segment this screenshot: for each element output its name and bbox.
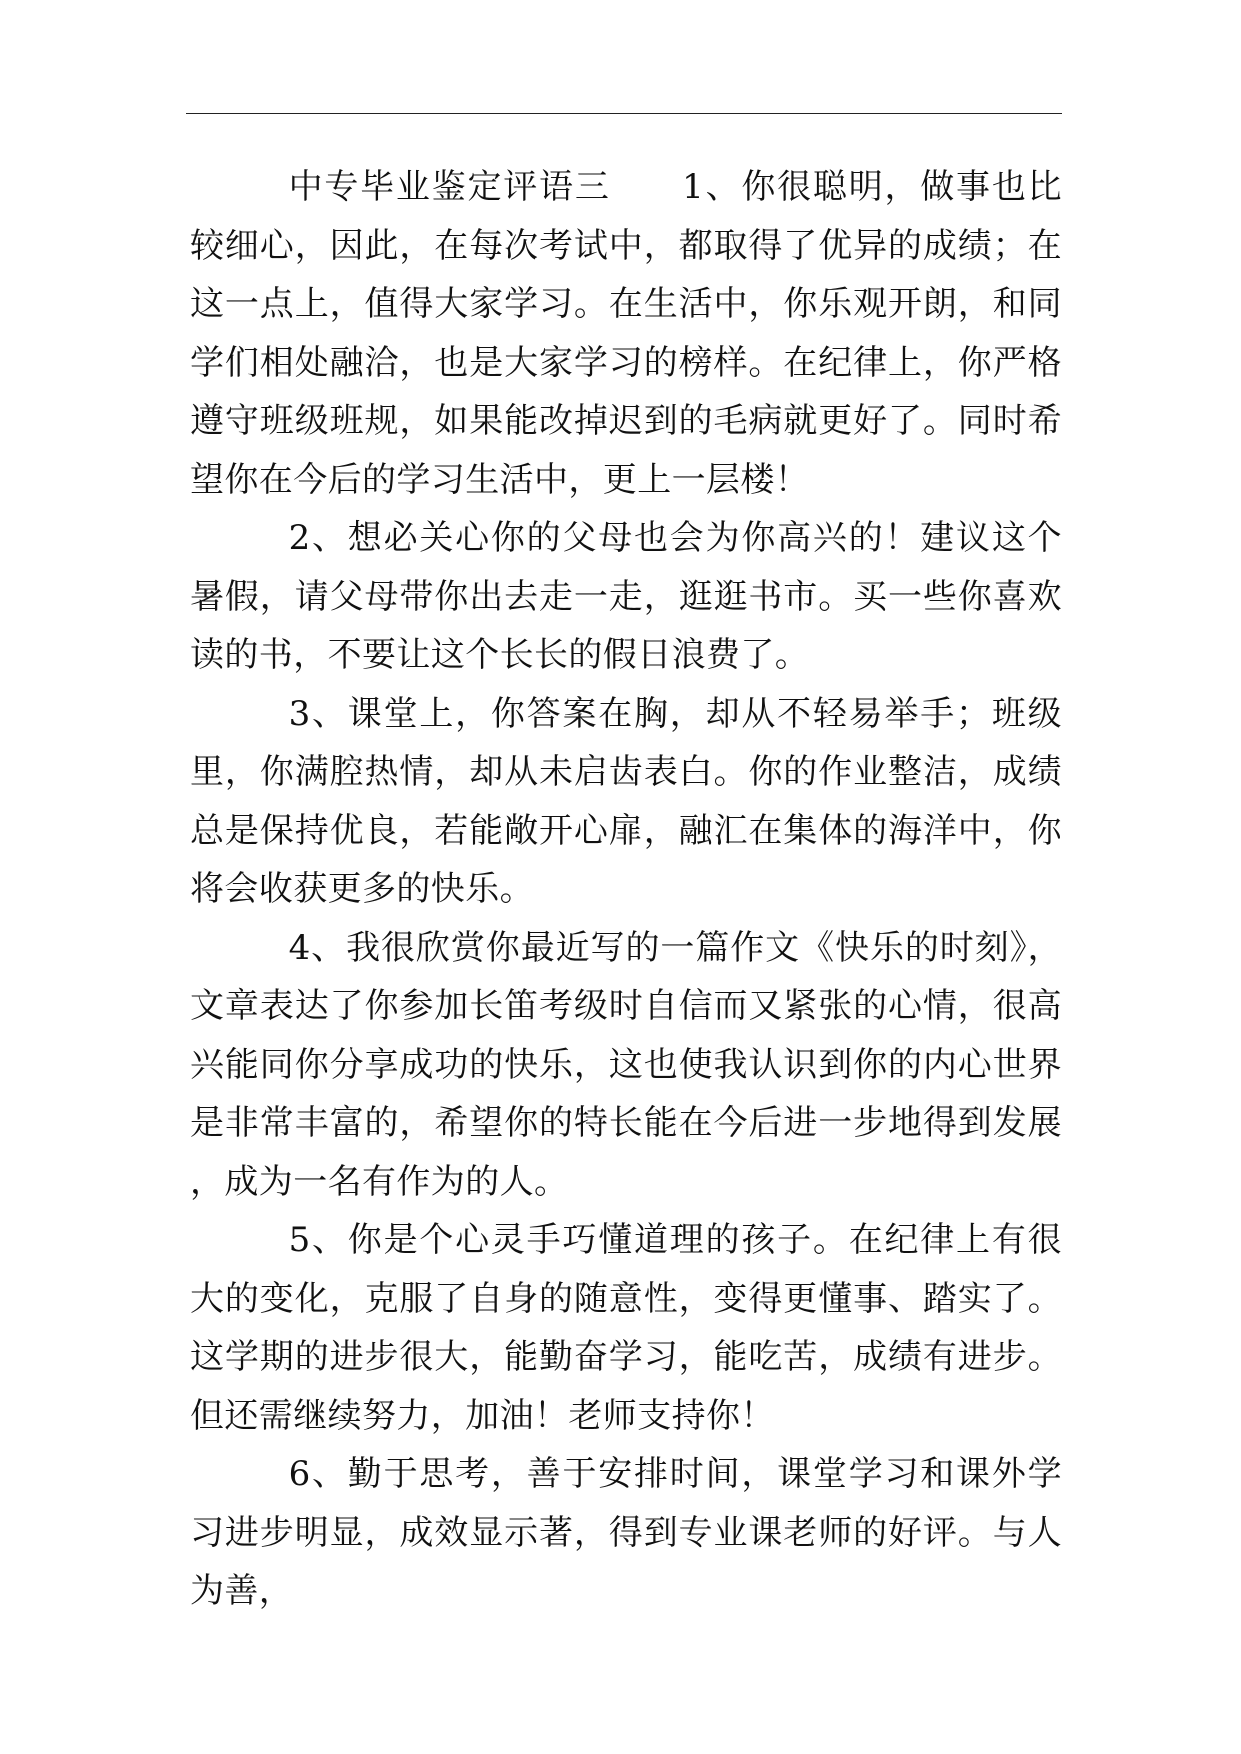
document-body (190, 158, 1062, 1621)
paragraph-6: 6、勤于思考，善于安排时间，课堂学习和课外学习进步明显，成效显示著，得到专业课老师的好评。与人为善， (190, 1454, 1062, 1611)
paragraph-2: 2、想必关心你的父母也会为你高兴的！建议这个暑假，请父母带你出去走一走，逛逛书市。买一些你喜欢读的书，不要让这个长长的假日浪费了。 (190, 518, 1062, 675)
paragraph-4: 4、我很欣赏你最近写的一篇作文《快乐的时刻》，文章表达了你参加长笛考级时自信而又紧张的心情，很高兴能同你分享成功的快乐，这也使我认识到你的内心世界是非常丰富的，希望你的特长能在今后进一步地得到发展，成为一名有作为的人。 (190, 927, 1062, 1202)
paragraph-3: 3、课堂上，你答案在胸，却从不轻易举手；班级里，你满腔热情，却从未启齿表白。你的作业整洁，成绩总是保持优良，若能敞开心扉，融汇在集体的海洋中，你将会收获更多的快乐。 (190, 693, 1062, 909)
header-rule (186, 113, 1062, 114)
paragraph-5: 5、你是个心灵手巧懂道理的孩子。在纪律上有很大的变化，克服了自身的随意性，变得更懂事、踏实了。这学期的进步很大，能勤奋学习，能吃苦，成绩有进步。但还需继续努力，加油！老师支持你！ (190, 1220, 1062, 1436)
paragraph-1: 中专毕业鉴定评语三 1、你很聪明，做事也比较细心，因此，在每次考试中，都取得了优异的成绩；在这一点上，值得大家学习。在生活中，你乐观开朗，和同学们相处融洽，也是大家学习的榜样。在纪律上，你严格遵守班级班规，如果能改掉迟到的毛病就更好了。同时希望你在今后的学习生活中，更上一层楼！ (190, 167, 1062, 500)
